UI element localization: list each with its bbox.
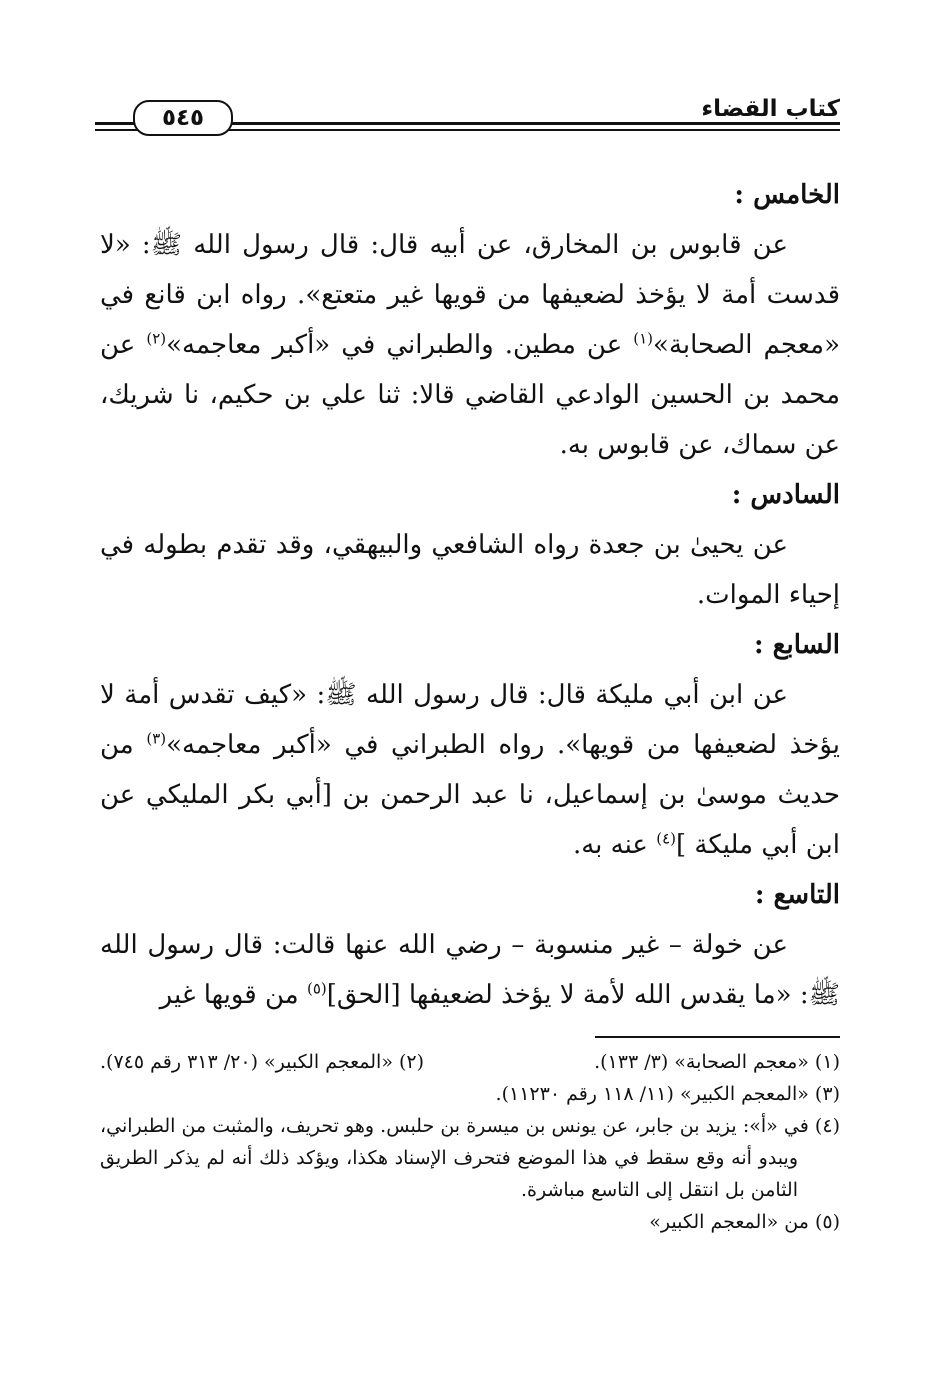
section-heading: السادس : — [731, 480, 840, 510]
footnote-marker: (١) — [633, 329, 654, 348]
running-header — [95, 96, 840, 136]
text-run: عن يحيىٰ بن جعدة رواه الشافعي والبيهقي، وقد تقدم بطوله في إحياء الموات. — [100, 530, 840, 610]
footnotes — [100, 1046, 840, 1238]
text-run: عنه به. — [572, 830, 657, 860]
footnote-marker: (٣) — [146, 729, 167, 748]
footnote-3: (٣) «المعجم الكبير» (١١/ ١١٨ رقم ١١٢٣٠). — [495, 1083, 840, 1105]
footnote-marker: (٢) — [146, 329, 167, 348]
book-title: كتاب القضاء — [693, 96, 840, 122]
text-run: عن محمد بن الحسين الوادعي القاضي قالا: ثنا علي بن حكيم، نا شريك، عن سماك، عن قابوس به. — [100, 330, 840, 460]
section-paragraph — [100, 220, 840, 470]
section-heading: التاسع : — [754, 880, 840, 910]
section-heading: الخامس : — [734, 180, 840, 210]
footnote-4: (٤) في «أ»: يزيد بن جابر، عن يونس بن ميسرة بن حلبس. وهو تحريف، والمثبت من الطبراني، ويبدو أنه وقع سقط في هذا الموضع فتحرف الإسناد هكذا، ويؤكد ذلك أنه لم يذكر الطريق الثامن بل انتقل إلى التاسع مباشرة. — [100, 1115, 840, 1201]
section-paragraph — [100, 520, 840, 620]
footnote-row-1-2 — [100, 1046, 840, 1078]
text-run: عن خولة – غير منسوبة – رضي الله عنها قالت: قال رسول الله ﷺ: «ما يقدس الله لأمة لا يؤخذ لضعيفها [الحق] — [100, 930, 840, 1010]
footnote-marker: (٤) — [656, 829, 676, 848]
text-run: من قويها غير — [159, 980, 307, 1010]
footnote-separator — [595, 1036, 840, 1038]
page-number: ٥٤٥ — [133, 100, 233, 136]
text-run: عن مطين. والطبراني في «أكبر معاجمه» — [166, 330, 634, 360]
footnote-marker: (٥) — [306, 979, 327, 998]
text-run: عن ابن أبي مليكة قال: قال رسول الله ﷺ: «كيف تقدس أمة لا يؤخذ لضعيفها من قويها». رواه الطبراني في «أكبر معاجمه» — [100, 680, 840, 760]
main-text — [100, 170, 840, 1020]
footnote-2: (٢) «المعجم الكبير» (٢٠/ ٣١٣ رقم ٧٤٥). — [100, 1051, 425, 1073]
section-paragraph — [100, 670, 840, 870]
text-run: من حديث موسىٰ بن إسماعيل، نا عبد الرحمن بن [أبي بكر المليكي عن ابن أبي مليكة ] — [100, 730, 840, 860]
footnote-1: (١) «معجم الصحابة» (٣/ ١٣٣). — [594, 1051, 840, 1073]
footnote-5: (٥) من «المعجم الكبير» — [649, 1211, 840, 1233]
section-heading: السابع : — [754, 630, 840, 660]
section-paragraph — [100, 920, 840, 1020]
text-run: عن قابوس بن المخارق، عن أبيه قال: قال رسول الله ﷺ: «لا قدست أمة لا يؤخذ لضعيفها من قويها غير متعتع». رواه ابن قانع في «معجم الصحابة» — [100, 230, 841, 360]
